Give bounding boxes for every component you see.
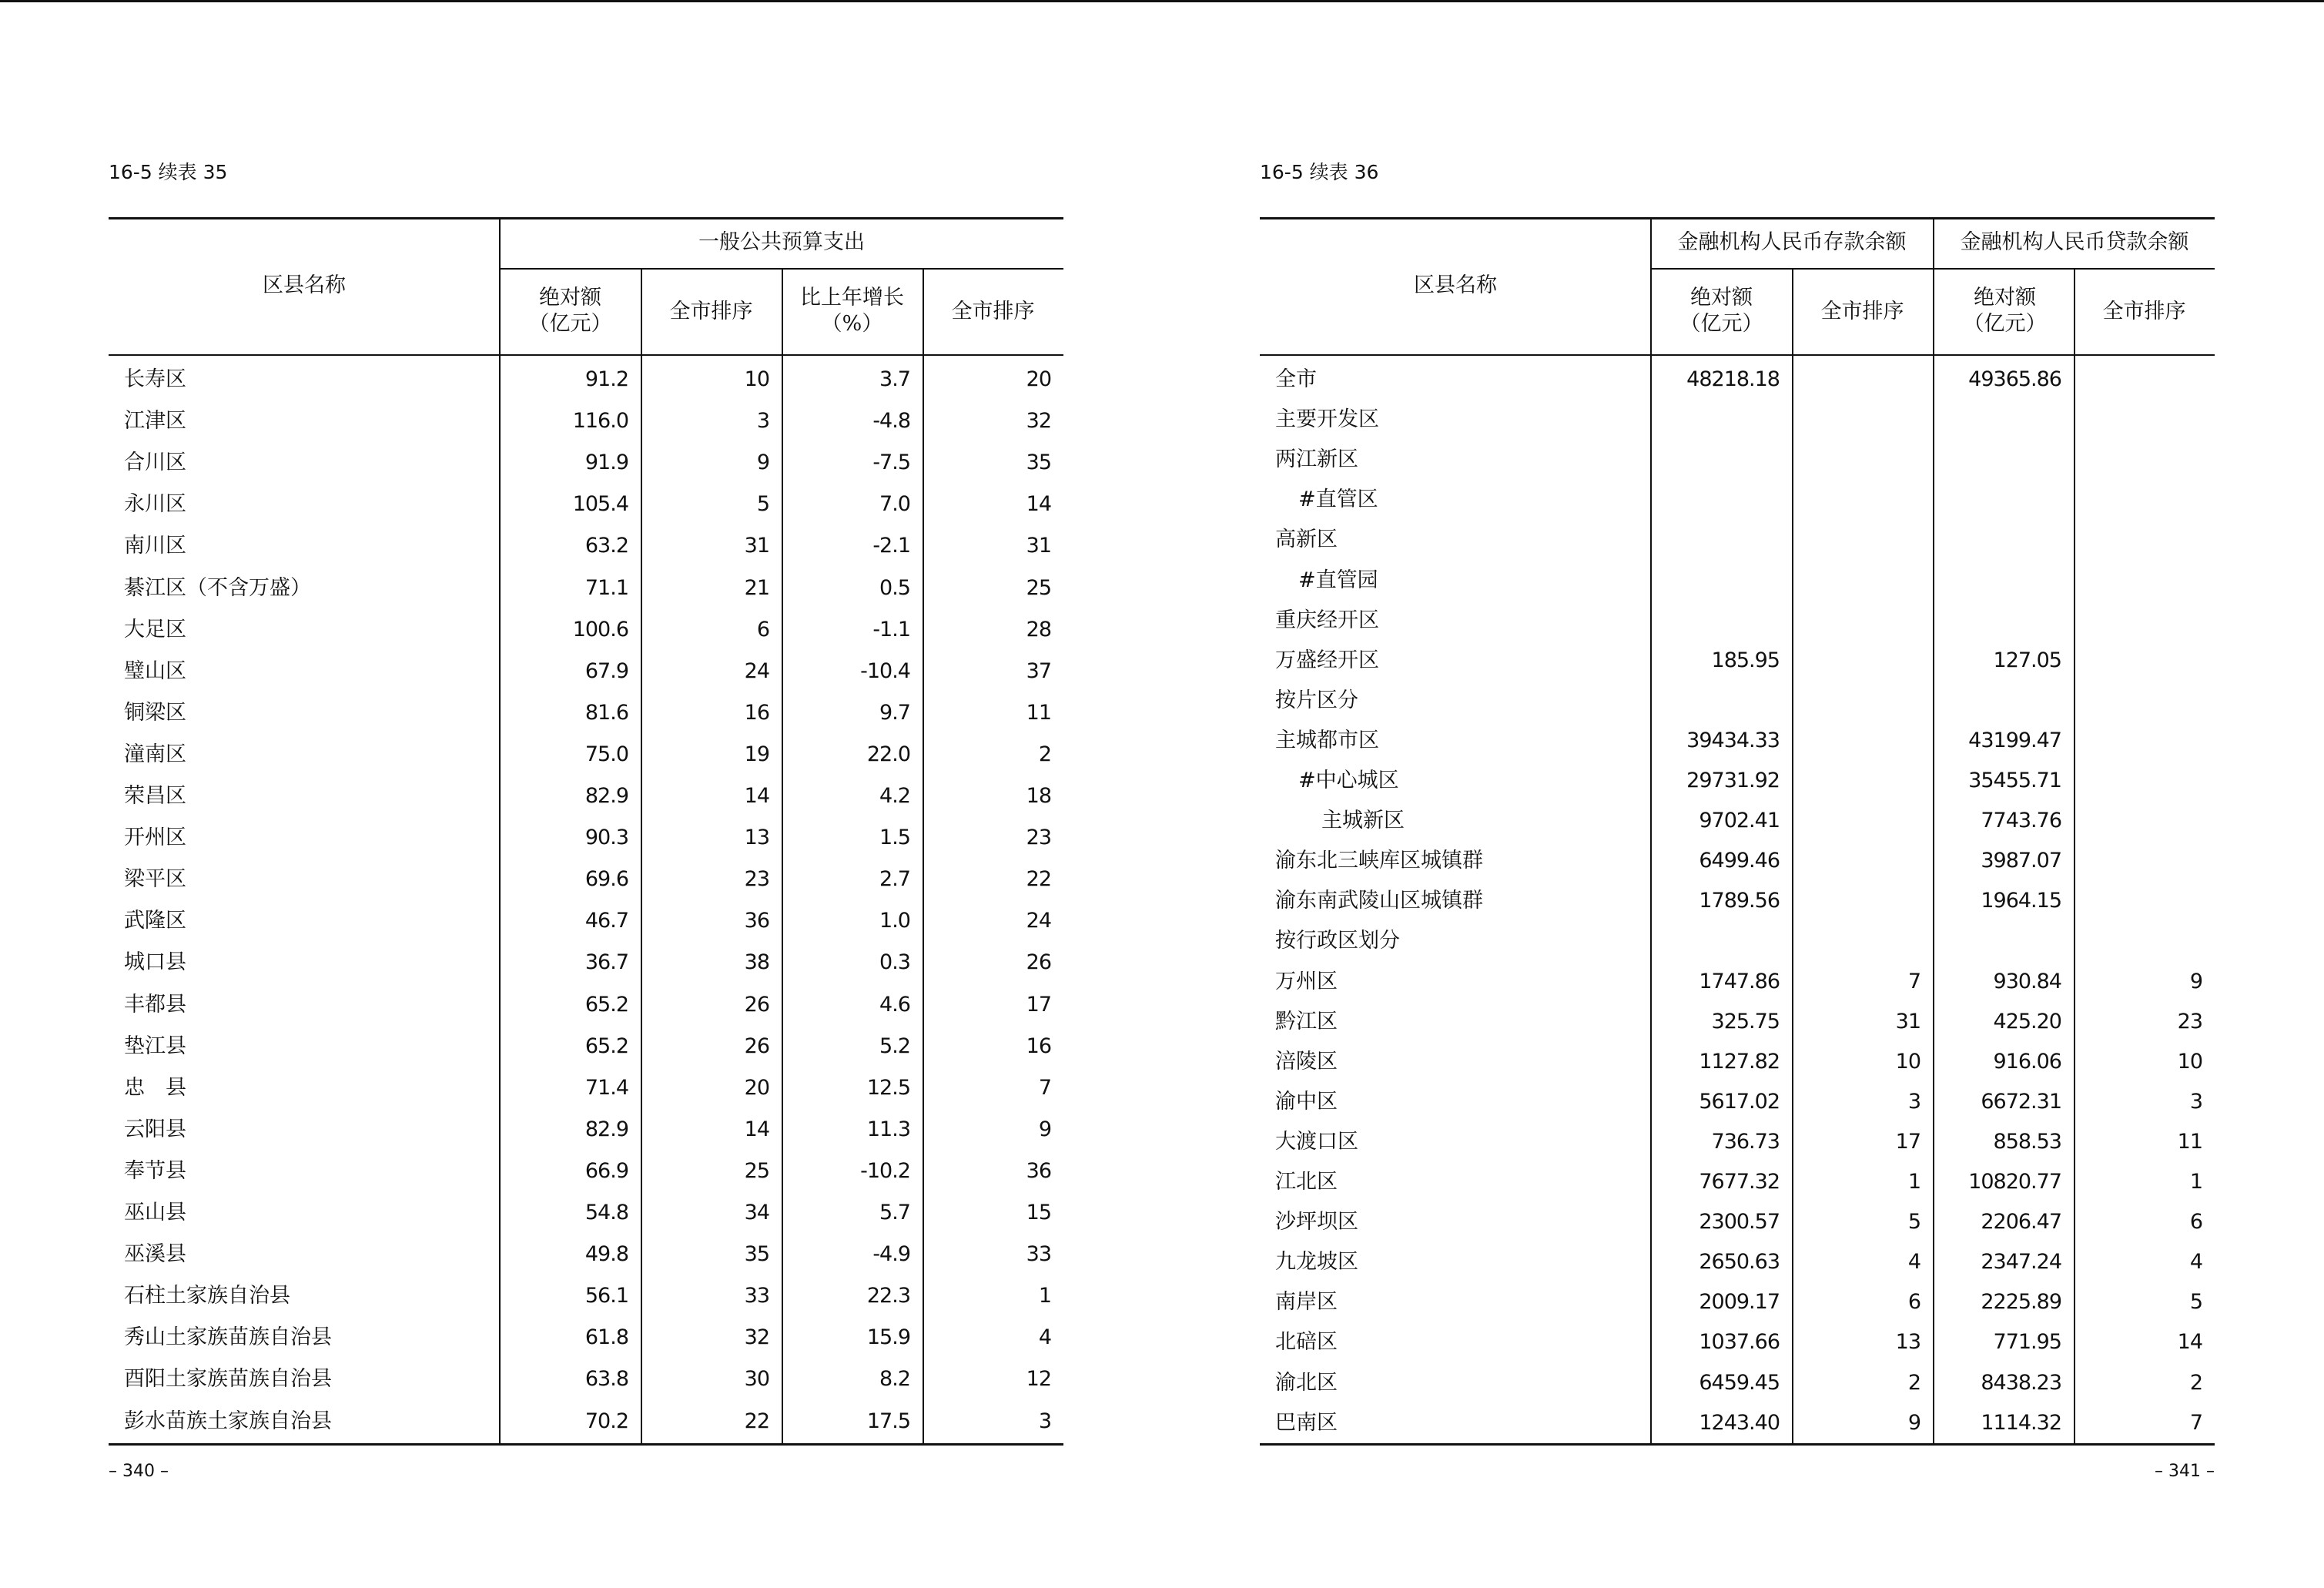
value-cell-v1: 82.9 (584, 1117, 628, 1141)
value-cell-v2: 31 (1895, 1009, 1920, 1034)
value-cell-v1: 63.8 (584, 1367, 628, 1392)
region-name-cell: 江津区 (124, 409, 186, 434)
value-cell-v3: 0.3 (879, 950, 910, 975)
value-cell-v3: 771.95 (1993, 1330, 2061, 1355)
value-cell-v1: 46.7 (584, 909, 628, 933)
region-name-cell: 梁平区 (124, 867, 186, 892)
value-cell-v4: 2 (1038, 742, 1051, 766)
value-cell-v4: 9 (1038, 1117, 1051, 1141)
value-cell-v4: 14 (1026, 492, 1051, 517)
value-cell-v3 (1933, 480, 2061, 520)
region-name-cell: 主要开发区 (1275, 407, 1379, 432)
value-cell-v4: 35 (1026, 451, 1051, 475)
value-cell-v2: 38 (744, 950, 769, 975)
value-cell-v1: 81.6 (584, 700, 628, 725)
value-cell-v4 (2074, 400, 2202, 440)
value-cell-v4: 25 (1026, 575, 1051, 600)
value-cell-v2: 36 (744, 909, 769, 933)
region-name-cell: 秀山土家族苗族自治县 (124, 1325, 332, 1350)
value-cell-v3: 1964.15 (1981, 889, 2061, 913)
value-cell-v4 (2074, 440, 2202, 480)
header-budget-expenditure: 一般公共预算支出 (698, 230, 865, 254)
value-cell-v4: 28 (1026, 617, 1051, 642)
region-name-cell: 万盛经开区 (1275, 648, 1379, 672)
value-cell-v1: 54.8 (584, 1201, 628, 1225)
value-cell-v1: 2650.63 (1699, 1250, 1780, 1275)
value-cell-v2: 34 (744, 1201, 769, 1225)
header-growth-rank: 全市排序 (951, 300, 1035, 323)
region-name-cell: 渝中区 (1275, 1089, 1338, 1114)
value-cell-v1: 5617.02 (1699, 1089, 1780, 1114)
value-cell-v3: 5.2 (879, 1034, 910, 1058)
value-cell-v3: -10.2 (860, 1158, 910, 1183)
page-number: – 341 – (2155, 1462, 2215, 1481)
value-cell-v4 (2074, 641, 2202, 681)
value-cell-v2: 33 (744, 1284, 769, 1308)
value-cell-v2 (1792, 440, 1920, 480)
value-cell-v3: 2.7 (879, 867, 910, 892)
value-cell-v4: 9 (2189, 969, 2202, 993)
region-name-cell: 万州区 (1275, 969, 1338, 993)
value-cell-v1: 116.0 (572, 409, 628, 434)
value-cell-v1: 65.2 (584, 992, 628, 1017)
table-top-rule (1260, 217, 2215, 219)
region-name-cell: 忠 县 (124, 1075, 186, 1100)
value-cell-v4 (2074, 801, 2202, 841)
header-bottom-rule (109, 354, 1063, 356)
value-cell-v3: 49365.86 (1968, 367, 2061, 391)
region-name-cell: 黔江区 (1275, 1009, 1338, 1034)
value-cell-v1: 56.1 (584, 1284, 628, 1308)
value-cell-v2 (1792, 841, 1920, 881)
value-cell-v4: 22 (1026, 867, 1051, 892)
top-border-line (0, 0, 2324, 2)
value-cell-v4 (2074, 561, 2202, 601)
value-cell-v2 (1792, 601, 1920, 641)
value-cell-v1: 6499.46 (1699, 849, 1780, 873)
value-cell-v4: 16 (1026, 1034, 1051, 1058)
value-cell-v3: 6672.31 (1981, 1089, 2061, 1114)
value-cell-v4: 7 (1038, 1075, 1051, 1100)
value-cell-v3: 22.3 (866, 1284, 910, 1308)
value-cell-v2: 13 (1895, 1330, 1920, 1355)
value-cell-v2: 14 (744, 784, 769, 808)
value-cell-v3: 5.7 (879, 1201, 910, 1225)
region-name-cell: 南岸区 (1275, 1290, 1338, 1315)
value-cell-v2: 2 (1907, 1370, 1920, 1395)
value-cell-v3: 35455.71 (1968, 769, 2061, 792)
value-cell-v2: 3 (756, 409, 769, 434)
value-cell-v1: 1243.40 (1699, 1410, 1780, 1435)
value-cell-v1: 6459.45 (1699, 1370, 1780, 1395)
region-name-cell: 大足区 (124, 617, 186, 642)
value-cell-v3: -7.5 (872, 451, 910, 475)
value-cell-v3: -2.1 (872, 534, 910, 558)
value-cell-v1: 9702.41 (1699, 809, 1780, 833)
value-cell-v2: 35 (744, 1242, 769, 1267)
value-cell-v2: 10 (744, 367, 769, 391)
region-name-cell: 丰都县 (124, 992, 186, 1017)
table-bottom-rule (109, 1443, 1063, 1446)
value-cell-v1: 66.9 (584, 1158, 628, 1183)
value-cell-v4: 7 (2189, 1410, 2202, 1435)
value-cell-v1: 49.8 (584, 1242, 628, 1267)
value-cell-v2: 6 (1907, 1290, 1920, 1315)
region-name-cell: #直管园 (1298, 568, 1378, 592)
value-cell-v3: -4.8 (872, 409, 910, 434)
value-cell-v3: 8438.23 (1981, 1370, 2061, 1395)
value-cell-v1 (1651, 561, 1780, 601)
region-name-cell: 九龙坡区 (1275, 1250, 1358, 1275)
value-cell-v4: 33 (1026, 1242, 1051, 1267)
region-name-cell: 武隆区 (124, 909, 186, 933)
value-cell-v4 (2074, 681, 2202, 721)
header-deposit-balance: 金融机构人民币存款余额 (1677, 230, 1907, 254)
value-cell-v3 (1933, 601, 2061, 641)
data-table (1260, 217, 2215, 1445)
region-name-cell: 大渡口区 (1275, 1129, 1358, 1154)
value-cell-v2 (1792, 921, 1920, 961)
region-name-cell: 荣昌区 (124, 784, 186, 808)
value-cell-v4: 11 (1026, 700, 1051, 725)
value-cell-v1: 75.0 (584, 742, 628, 766)
value-cell-v1: 91.2 (584, 367, 628, 391)
value-cell-v3: 930.84 (1993, 969, 2061, 993)
value-cell-v1: 67.9 (584, 658, 628, 683)
value-cell-v3: 1.5 (879, 826, 910, 850)
value-cell-v4: 31 (1026, 534, 1051, 558)
value-cell-v2: 3 (1907, 1089, 1920, 1114)
value-cell-v3: 3987.07 (1981, 849, 2061, 873)
value-cell-v4: 14 (2177, 1330, 2202, 1355)
value-cell-v3: 22.0 (866, 742, 910, 766)
value-cell-v4: 23 (1026, 826, 1051, 850)
value-cell-v4 (2074, 721, 2202, 761)
value-cell-v1 (1651, 400, 1780, 440)
value-cell-v2: 17 (1895, 1129, 1920, 1154)
header-loan-amount: 绝对额 （亿元） (1963, 286, 2047, 336)
header-city-rank: 全市排序 (669, 300, 753, 323)
value-cell-v3: 7.0 (879, 492, 910, 517)
value-cell-v4: 17 (1026, 992, 1051, 1017)
region-name-cell: 城口县 (124, 950, 186, 975)
region-name-cell: 巫山县 (124, 1201, 186, 1225)
value-cell-v1: 1127.82 (1699, 1049, 1780, 1074)
header-absolute-amount: 绝对额 （亿元） (528, 286, 612, 336)
value-cell-v4 (2074, 881, 2202, 921)
table-title: 16-5 续表 36 (1260, 161, 1379, 183)
value-cell-v3 (1933, 440, 2061, 480)
value-cell-v3: 7743.76 (1981, 809, 2061, 833)
value-cell-v1: 71.1 (584, 575, 628, 600)
value-cell-v2: 21 (744, 575, 769, 600)
value-cell-v1: 736.73 (1711, 1129, 1780, 1154)
value-cell-v1: 48218.18 (1686, 367, 1780, 391)
region-name-cell: 重庆经开区 (1275, 608, 1379, 632)
value-cell-v2: 1 (1907, 1170, 1920, 1194)
value-cell-v1: 91.9 (584, 451, 628, 475)
value-cell-v2 (1792, 881, 1920, 921)
value-cell-v3: 2206.47 (1981, 1210, 2061, 1235)
region-name-cell: 涪陵区 (1275, 1049, 1338, 1074)
header-bottom-rule (1260, 354, 2215, 356)
region-name-cell: 巴南区 (1275, 1410, 1338, 1435)
region-name-cell: 巫溪县 (124, 1242, 186, 1267)
value-cell-v3 (1933, 921, 2061, 961)
region-name-cell: 开州区 (124, 826, 186, 850)
value-cell-v2: 19 (744, 742, 769, 766)
value-cell-v3: 43199.47 (1968, 728, 2061, 752)
value-cell-v1: 39434.33 (1686, 728, 1780, 752)
value-cell-v1: 105.4 (572, 492, 628, 517)
region-name-cell: 酉阳土家族苗族自治县 (124, 1367, 332, 1392)
value-cell-v2: 16 (744, 700, 769, 725)
region-name-cell: 渝东北三峡库区城镇群 (1275, 849, 1483, 873)
value-cell-v3: 1.0 (879, 909, 910, 933)
region-name-cell: 按行政区划分 (1275, 929, 1400, 953)
value-cell-v3: 425.20 (1993, 1009, 2061, 1034)
value-cell-v4: 23 (2177, 1009, 2202, 1034)
value-cell-v2: 14 (744, 1117, 769, 1141)
header-loan-rank: 全市排序 (2102, 300, 2186, 323)
value-cell-v3: 1114.32 (1981, 1410, 2061, 1435)
value-cell-v3: -10.4 (860, 658, 910, 683)
table-title: 16-5 续表 35 (109, 161, 228, 183)
value-cell-v2: 26 (744, 1034, 769, 1058)
value-cell-v1: 90.3 (584, 826, 628, 850)
value-cell-v2: 6 (756, 617, 769, 642)
region-name-cell: 永川区 (124, 492, 186, 517)
value-cell-v4: 11 (2177, 1129, 2202, 1154)
data-table (109, 217, 1063, 1445)
value-cell-v2 (1792, 480, 1920, 520)
region-name-cell: 北碚区 (1275, 1330, 1338, 1355)
value-cell-v3: 15.9 (866, 1325, 910, 1350)
region-name-cell: 綦江区（不含万盛） (124, 575, 311, 600)
value-cell-v2: 30 (744, 1367, 769, 1392)
region-name-cell: 长寿区 (124, 367, 186, 391)
value-cell-v3: 12.5 (866, 1075, 910, 1100)
header-loan-balance: 金融机构人民币贷款余额 (1960, 230, 2189, 254)
value-cell-v2 (1792, 721, 1920, 761)
value-cell-v2 (1792, 360, 1920, 400)
value-cell-v2: 4 (1907, 1250, 1920, 1275)
region-name-cell: 主城新区 (1321, 809, 1405, 833)
value-cell-v2: 10 (1895, 1049, 1920, 1074)
value-cell-v2: 25 (744, 1158, 769, 1183)
region-name-cell: 云阳县 (124, 1117, 186, 1141)
region-name-cell: 主城都市区 (1275, 728, 1379, 752)
region-name-cell: #中心城区 (1298, 769, 1399, 792)
value-cell-v3: 17.5 (866, 1409, 910, 1433)
value-cell-v1: 82.9 (584, 784, 628, 808)
region-name-cell: 江北区 (1275, 1170, 1338, 1194)
value-cell-v3: 2347.24 (1981, 1250, 2061, 1275)
value-cell-v4 (2074, 520, 2202, 560)
value-cell-v3 (1933, 520, 2061, 560)
value-cell-v2 (1792, 801, 1920, 841)
value-cell-v1: 36.7 (584, 950, 628, 975)
value-cell-v3 (1933, 561, 2061, 601)
value-cell-v4 (2074, 480, 2202, 520)
region-name-cell: 合川区 (124, 451, 186, 475)
table-top-rule (109, 217, 1063, 219)
value-cell-v1 (1651, 480, 1780, 520)
value-cell-v1: 61.8 (584, 1325, 628, 1350)
value-cell-v3: 127.05 (1993, 648, 2061, 672)
value-cell-v4: 2 (2189, 1370, 2202, 1395)
header-deposit-rank: 全市排序 (1820, 300, 1904, 323)
region-name-cell: 渝北区 (1275, 1370, 1338, 1395)
value-cell-v3: 9.7 (879, 700, 910, 725)
value-cell-v2: 24 (744, 658, 769, 683)
value-cell-v2: 13 (744, 826, 769, 850)
value-cell-v4: 24 (1026, 909, 1051, 933)
value-cell-v1: 325.75 (1711, 1009, 1780, 1034)
value-cell-v2: 22 (744, 1409, 769, 1433)
value-cell-v4 (2074, 761, 2202, 801)
value-cell-v3: 4.2 (879, 784, 910, 808)
value-cell-v1: 63.2 (584, 534, 628, 558)
value-cell-v2 (1792, 400, 1920, 440)
region-name-cell: 高新区 (1275, 528, 1338, 552)
value-cell-v2 (1792, 520, 1920, 560)
value-cell-v4: 3 (2189, 1089, 2202, 1114)
region-name-cell: #直管区 (1298, 487, 1378, 512)
value-cell-v4: 4 (2189, 1250, 2202, 1275)
value-cell-v1 (1651, 921, 1780, 961)
value-cell-v4: 6 (2189, 1210, 2202, 1235)
value-cell-v2: 32 (744, 1325, 769, 1350)
region-name-cell: 潼南区 (124, 742, 186, 766)
header-region-name: 区县名称 (1414, 273, 1497, 297)
value-cell-v4: 5 (2189, 1290, 2202, 1315)
region-name-cell: 璧山区 (124, 658, 186, 683)
value-cell-v3: 2225.89 (1981, 1290, 2061, 1315)
value-cell-v1: 65.2 (584, 1034, 628, 1058)
value-cell-v3 (1933, 681, 2061, 721)
region-name-cell: 两江新区 (1275, 447, 1358, 472)
value-cell-v2 (1792, 761, 1920, 801)
value-cell-v2: 7 (1907, 969, 1920, 993)
value-cell-v2: 26 (744, 992, 769, 1017)
value-cell-v3: 0.5 (879, 575, 910, 600)
value-cell-v4: 12 (1026, 1367, 1051, 1392)
table-bottom-rule (1260, 1443, 2215, 1446)
region-name-cell: 沙坪坝区 (1275, 1210, 1358, 1235)
value-cell-v1: 2009.17 (1699, 1290, 1780, 1315)
value-cell-v4: 18 (1026, 784, 1051, 808)
value-cell-v1 (1651, 520, 1780, 560)
value-cell-v2: 9 (1907, 1410, 1920, 1435)
value-cell-v1: 1747.86 (1699, 969, 1780, 993)
header-region-name: 区县名称 (263, 273, 346, 297)
value-cell-v4: 10 (2177, 1049, 2202, 1074)
region-name-cell: 彭水苗族土家族自治县 (124, 1409, 332, 1433)
value-cell-v1: 7677.32 (1699, 1170, 1780, 1194)
value-cell-v2 (1792, 681, 1920, 721)
value-cell-v4: 3 (1038, 1409, 1051, 1433)
value-cell-v3: -4.9 (872, 1242, 910, 1267)
value-cell-v3: 10820.77 (1968, 1170, 2061, 1194)
value-cell-v4: 20 (1026, 367, 1051, 391)
value-cell-v3: -1.1 (872, 617, 910, 642)
value-cell-v1: 69.6 (584, 867, 628, 892)
region-name-cell: 铜梁区 (124, 700, 186, 725)
value-cell-v2: 23 (744, 867, 769, 892)
value-cell-v2: 9 (756, 451, 769, 475)
value-cell-v4 (2074, 921, 2202, 961)
value-cell-v4: 32 (1026, 409, 1051, 434)
value-cell-v4 (2074, 360, 2202, 400)
region-name-cell: 石柱土家族自治县 (124, 1284, 290, 1308)
value-cell-v2: 5 (1907, 1210, 1920, 1235)
value-cell-v3: 858.53 (1993, 1129, 2061, 1154)
value-cell-v1: 70.2 (584, 1409, 628, 1433)
value-cell-v1: 1037.66 (1699, 1330, 1780, 1355)
value-cell-v1: 1789.56 (1699, 889, 1780, 913)
value-cell-v1 (1651, 440, 1780, 480)
value-cell-v3 (1933, 400, 2061, 440)
value-cell-v1: 29731.92 (1686, 769, 1780, 792)
value-cell-v4: 1 (2189, 1170, 2202, 1194)
value-cell-v2 (1792, 561, 1920, 601)
value-cell-v3: 11.3 (866, 1117, 910, 1141)
value-cell-v4: 36 (1026, 1158, 1051, 1183)
value-cell-v4: 1 (1038, 1284, 1051, 1308)
region-name-cell: 奉节县 (124, 1158, 186, 1183)
value-cell-v1: 185.95 (1711, 648, 1780, 672)
value-cell-v3: 916.06 (1993, 1049, 2061, 1074)
value-cell-v4: 37 (1026, 658, 1051, 683)
value-cell-v2: 5 (756, 492, 769, 517)
value-cell-v1: 100.6 (572, 617, 628, 642)
value-cell-v2: 20 (744, 1075, 769, 1100)
value-cell-v4 (2074, 601, 2202, 641)
page-number: – 340 – (109, 1462, 169, 1481)
value-cell-v4 (2074, 841, 2202, 881)
value-cell-v3: 3.7 (879, 367, 910, 391)
region-name-cell: 垫江县 (124, 1034, 186, 1058)
value-cell-v4: 4 (1038, 1325, 1051, 1350)
value-cell-v3: 8.2 (879, 1367, 910, 1392)
value-cell-v2 (1792, 641, 1920, 681)
value-cell-v1: 2300.57 (1699, 1210, 1780, 1235)
value-cell-v4: 15 (1026, 1201, 1051, 1225)
region-name-cell: 全市 (1275, 367, 1317, 391)
value-cell-v4: 26 (1026, 950, 1051, 975)
value-cell-v1: 71.4 (584, 1075, 628, 1100)
header-growth-rate: 比上年增长 （%） (800, 286, 904, 336)
header-deposit-amount: 绝对额 （亿元） (1679, 286, 1763, 336)
value-cell-v1 (1651, 681, 1780, 721)
value-cell-v3: 4.6 (879, 992, 910, 1017)
value-cell-v2: 31 (744, 534, 769, 558)
region-name-cell: 渝东南武陵山区城镇群 (1275, 889, 1483, 913)
value-cell-v1 (1651, 601, 1780, 641)
region-name-cell: 南川区 (124, 534, 186, 558)
region-name-cell: 按片区分 (1275, 688, 1358, 712)
